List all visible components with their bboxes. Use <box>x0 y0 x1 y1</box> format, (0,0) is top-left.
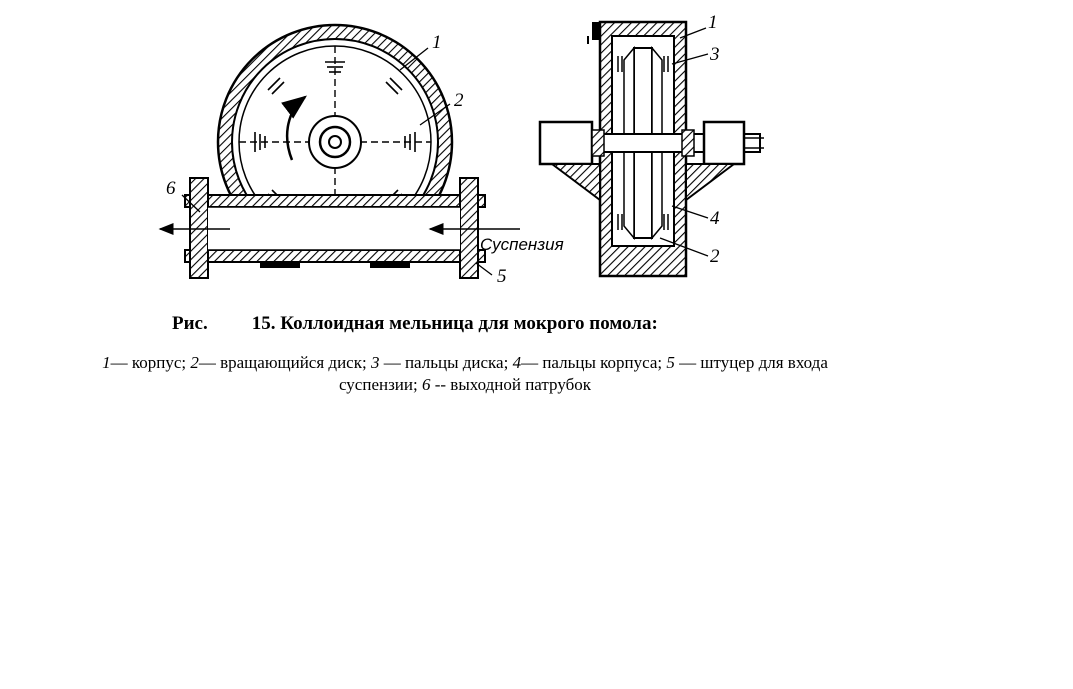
legend-num-2: 2 <box>190 353 199 372</box>
side-view <box>540 12 764 276</box>
legend-text-5: — штуцер для входа <box>674 353 828 372</box>
legend-num-1: 1 <box>102 353 111 372</box>
front-label-6: 6 <box>166 178 176 199</box>
caption-prefix: Рис. <box>172 313 208 334</box>
legend-num-4: 4 <box>512 353 522 372</box>
right-bearing <box>704 122 744 164</box>
legend-text-4: — пальцы корпуса; <box>521 353 667 372</box>
figure-legend <box>0 352 930 396</box>
front-label-2: 2 <box>454 90 464 111</box>
legend-text-3: — пальцы диска; <box>379 353 513 372</box>
side-label-3: 3 <box>710 44 720 65</box>
legend-text-6: -- выходной патрубок <box>430 375 592 394</box>
front-label-1: 1 <box>432 32 442 53</box>
legend-text-5b: суспензии; <box>338 375 422 394</box>
colloid-mill-diagram <box>0 0 1073 300</box>
legend-text-1: — корпус; <box>110 353 191 372</box>
legend-num-5: 5 <box>666 353 675 372</box>
side-label-2: 2 <box>710 246 720 267</box>
front-view <box>160 25 564 287</box>
legend-num-3: 3 <box>370 353 380 372</box>
figure-caption-title <box>172 313 658 335</box>
legend-num-6: 6 <box>421 375 431 394</box>
side-label-1: 1 <box>708 12 718 33</box>
front-label-5: 5 <box>497 266 507 287</box>
caption-title-text: 15. Коллоидная мельница для мокрого помола: <box>251 313 658 334</box>
flow-label: Суспензия <box>480 235 564 254</box>
side-label-4: 4 <box>710 208 720 229</box>
left-bearing <box>540 122 592 164</box>
legend-text-2: — вращающийся диск; <box>198 353 371 372</box>
